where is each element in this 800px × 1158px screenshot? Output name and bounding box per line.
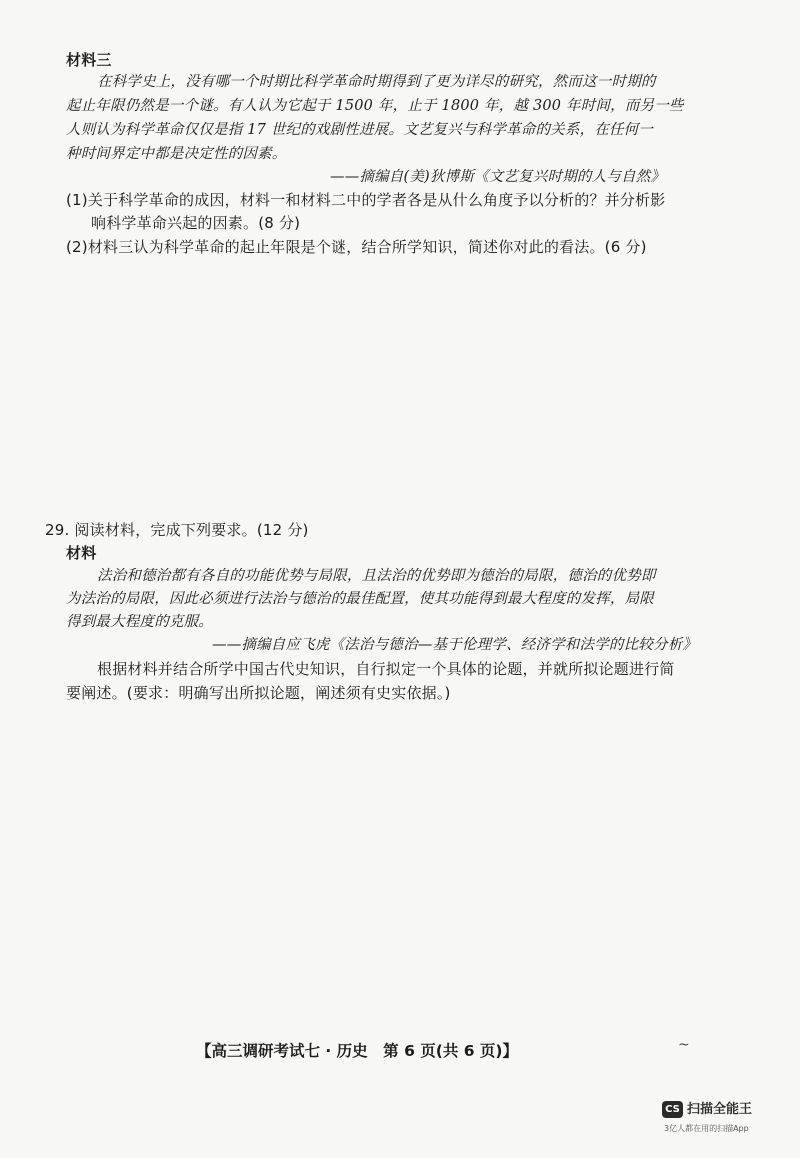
material-line-3: 得到最大程度的克服。 bbox=[66, 614, 213, 630]
material-heading: 材料 bbox=[66, 544, 97, 562]
page-footer: 【高三调研考试七 · 历史 第 6 页(共 6 页)】 bbox=[196, 1042, 519, 1060]
question-1-line-2: 响科学革命兴起的因素。(8 分) bbox=[91, 214, 301, 232]
camscanner-logo-icon: CS bbox=[662, 1101, 683, 1118]
material-three-line-4: 种时间界定中都是决定性的因素。 bbox=[66, 146, 287, 162]
question-29-title: 29. 阅读材料，完成下列要求。(12 分) bbox=[45, 521, 309, 539]
task-line-2: 要阐述。(要求：明确写出所拟论题，阐述须有史实依据。) bbox=[66, 684, 451, 702]
material-three-heading: 材料三 bbox=[66, 51, 112, 69]
material-line-2: 为法治的局限，因此必须进行法治与德治的最佳配置，使其功能得到最大程度的发挥，局限 bbox=[66, 591, 654, 607]
question-2: (2)材料三认为科学革命的起止年限是个谜，结合所学知识，简述你对此的看法。(6 分) bbox=[66, 238, 647, 256]
watermark-tagline: 3亿人都在用的扫描App bbox=[664, 1124, 749, 1133]
material-source: ——摘编自应飞虎《法治与德治—基于伦理学、经济学和法学的比较分析》 bbox=[212, 637, 698, 653]
material-three-line-3: 人则认为科学革命仅仅是指 17 世纪的戏剧性进展。文艺复兴与科学革命的关系，在任何一 bbox=[66, 122, 654, 138]
material-three-source: ——摘编自(美)狄博斯《文艺复兴时期的人与自然》 bbox=[330, 169, 666, 185]
footer-mark: ~ bbox=[678, 1037, 690, 1053]
question-1-line-1: (1)关于科学革命的成因，材料一和材料二中的学者各是从什么角度予以分析的？并分析影 bbox=[66, 191, 666, 209]
scanner-watermark bbox=[662, 1098, 772, 1138]
task-line-1: 根据材料并结合所学中国古代史知识，自行拟定一个具体的论题，并就所拟论题进行简 bbox=[97, 660, 675, 678]
material-three-line-1: 在科学史上，没有哪一个时期比科学革命时期得到了更为详尽的研究，然而这一时期的 bbox=[97, 74, 656, 90]
watermark-app-name: 扫描全能王 bbox=[687, 1102, 753, 1117]
material-three-line-2: 起止年限仍然是一个谜。有人认为它起于 1500 年，止于 1800 年，越 300 年时间，而另一些 bbox=[66, 98, 684, 114]
material-line-1: 法治和德治都有各自的功能优势与局限，且法治的优势即为德治的局限，德治的优势即 bbox=[97, 568, 656, 584]
